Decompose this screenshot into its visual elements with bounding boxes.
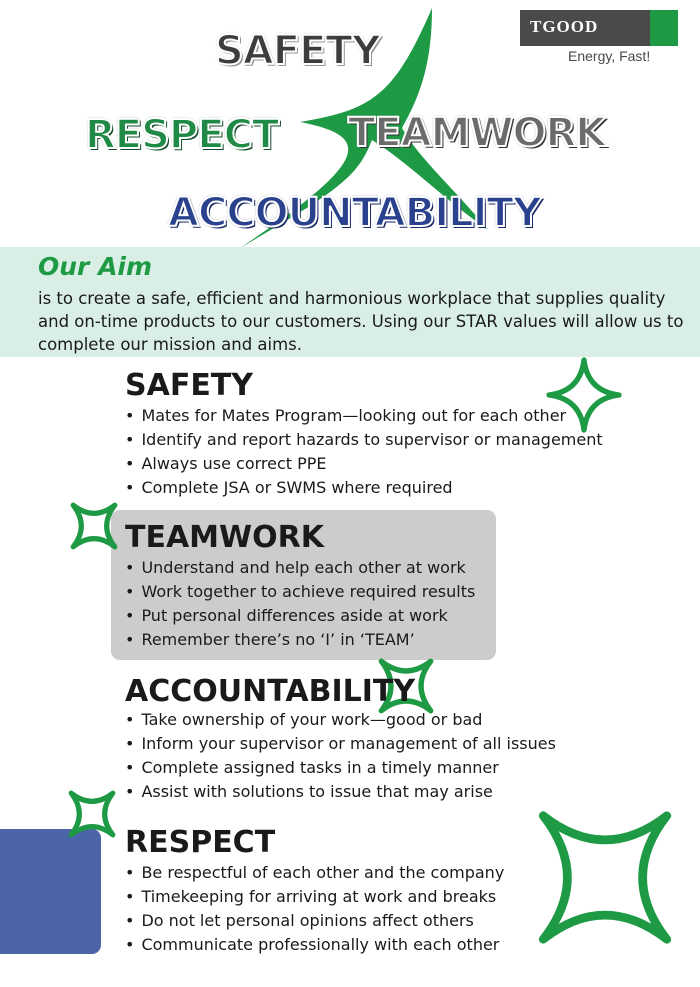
- list-item: • Identify and report hazards to supervisor or management: [125, 428, 603, 452]
- aim-body: is to create a safe, efficient and harmonious workplace that supplies quality and on-time products to our customers. Using our STAR values will allow us to complete our mission and aims.: [38, 289, 684, 354]
- list-item: • Understand and help each other at work: [125, 556, 475, 580]
- respect-list: [125, 861, 504, 957]
- blue-accent-box: [0, 829, 101, 954]
- list-item: • Work together to achieve required results: [125, 580, 475, 604]
- aim-title: Our Aim: [38, 252, 153, 281]
- list-item: • Mates for Mates Program—looking out for each other: [125, 404, 603, 428]
- header-word-accountability: ACCOUNTABILITY: [168, 190, 541, 236]
- star-outline-icon: [62, 494, 126, 558]
- section-title-teamwork: TEAMWORK: [125, 520, 324, 555]
- list-item: • Timekeeping for arriving at work and breaks: [125, 885, 504, 909]
- header-word-teamwork: TEAMWORK: [348, 110, 606, 156]
- logo-green-accent: [650, 10, 678, 46]
- list-item: • Be respectful of each other and the company: [125, 861, 504, 885]
- list-item: • Put personal differences aside at work: [125, 604, 475, 628]
- list-item: • Assist with solutions to issue that may arise: [125, 780, 556, 804]
- list-item: • Take ownership of your work—good or bad: [125, 708, 556, 732]
- list-item: • Remember there’s no ‘I’ in ‘TEAM’: [125, 628, 475, 652]
- section-title-respect: RESPECT: [125, 825, 276, 860]
- star-outline-icon: [60, 782, 124, 846]
- list-item: • Complete assigned tasks in a timely manner: [125, 756, 556, 780]
- list-item: • Inform your supervisor or management of all issues: [125, 732, 556, 756]
- header-word-safety: SAFETY: [215, 28, 380, 74]
- list-item: • Complete JSA or SWMS where required: [125, 476, 603, 500]
- logo-name: TGOOD: [530, 17, 599, 36]
- list-item: • Do not let personal opinions affect others: [125, 909, 504, 933]
- header-word-respect: RESPECT: [85, 112, 279, 158]
- list-item: • Communicate professionally with each other: [125, 933, 504, 957]
- accountability-list: [125, 708, 556, 804]
- section-title-accountability: ACCOUNTABILITY: [125, 674, 416, 709]
- logo-slogan: Energy, Fast!: [568, 48, 651, 64]
- section-title-safety: SAFETY: [125, 368, 253, 403]
- list-item: • Always use correct PPE: [125, 452, 603, 476]
- tgood-logo: [520, 10, 678, 46]
- star-outline-icon: [510, 780, 700, 975]
- safety-list: [125, 404, 603, 500]
- teamwork-list: [125, 556, 475, 652]
